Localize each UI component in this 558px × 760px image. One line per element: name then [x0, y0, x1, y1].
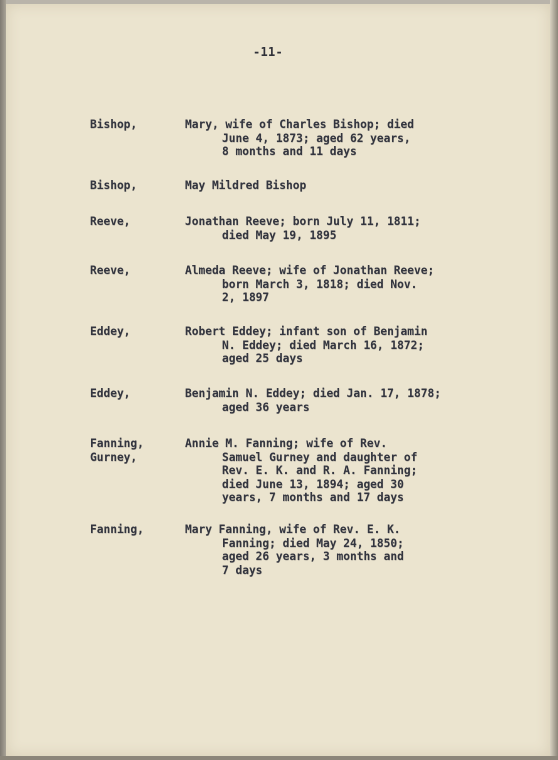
entry-surname: Fanning, — [90, 523, 144, 536]
entry-line: N. Eddey; died March 16, 1872; — [222, 338, 425, 352]
entry-description — [185, 264, 470, 305]
entry-description — [185, 215, 470, 242]
entry-description — [185, 523, 470, 577]
entry-description — [185, 179, 470, 193]
entry-surname: Reeve, — [90, 215, 131, 228]
record-entry — [90, 523, 480, 577]
page-number: -11- — [252, 45, 284, 59]
right-binding-edge — [550, 0, 558, 760]
record-entry — [90, 387, 480, 414]
entry-line: Rev. E. K. and R. A. Fanning; — [222, 464, 418, 478]
entry-line: aged 26 years, 3 months and — [222, 550, 404, 564]
entry-description — [185, 325, 470, 366]
entry-line: died June 13, 1894; aged 30 — [222, 477, 404, 491]
entry-line: 2, 1897 — [222, 291, 270, 305]
entry-description — [185, 118, 470, 159]
entry-line: aged 36 years — [222, 400, 310, 414]
entry-line: Samuel Gurney and daughter of — [222, 450, 418, 464]
entry-line: years, 7 months and 17 days — [222, 491, 404, 505]
record-entry — [90, 118, 480, 159]
entry-surname: Bishop, — [90, 179, 138, 192]
entry-description — [185, 387, 470, 414]
record-entry — [90, 437, 480, 505]
entry-line: May Mildred Bishop — [185, 179, 307, 192]
entry-line: died May 19, 1895 — [222, 228, 337, 242]
entry-line: June 4, 1873; aged 62 years, — [222, 131, 411, 145]
entry-line: Robert Eddey; infant son of Benjamin — [185, 325, 428, 338]
entry-line: 8 months and 11 days — [222, 145, 357, 159]
bottom-scan-edge — [0, 756, 558, 760]
entry-line: Jonathan Reeve; born July 11, 1811; — [185, 215, 421, 228]
record-entry — [90, 215, 480, 242]
entry-surname: Bishop, — [90, 118, 138, 131]
record-entry — [90, 264, 480, 305]
entry-line: Mary Fanning, wife of Rev. E. K. — [185, 523, 401, 536]
entry-surname: Reeve, — [90, 264, 131, 277]
entry-line: born March 3, 1818; died Nov. — [222, 277, 418, 291]
entry-line: Annie M. Fanning; wife of Rev. — [185, 437, 388, 450]
entry-line: 7 days — [222, 563, 263, 577]
entry-line: Fanning; died May 24, 1850; — [222, 536, 404, 550]
entry-line: Mary, wife of Charles Bishop; died — [185, 118, 415, 131]
document-page — [6, 4, 550, 756]
record-entry — [90, 325, 480, 366]
entry-surname: Fanning, Gurney, — [90, 437, 144, 464]
entry-line: Benjamin N. Eddey; died Jan. 17, 1878; — [185, 387, 441, 400]
record-entry — [90, 179, 480, 193]
entry-surname: Eddey, — [90, 325, 131, 338]
entry-line: aged 25 days — [222, 352, 303, 366]
entry-description — [185, 437, 470, 505]
entry-surname: Eddey, — [90, 387, 131, 400]
entry-line: Almeda Reeve; wife of Jonathan Reeve; — [185, 264, 435, 277]
